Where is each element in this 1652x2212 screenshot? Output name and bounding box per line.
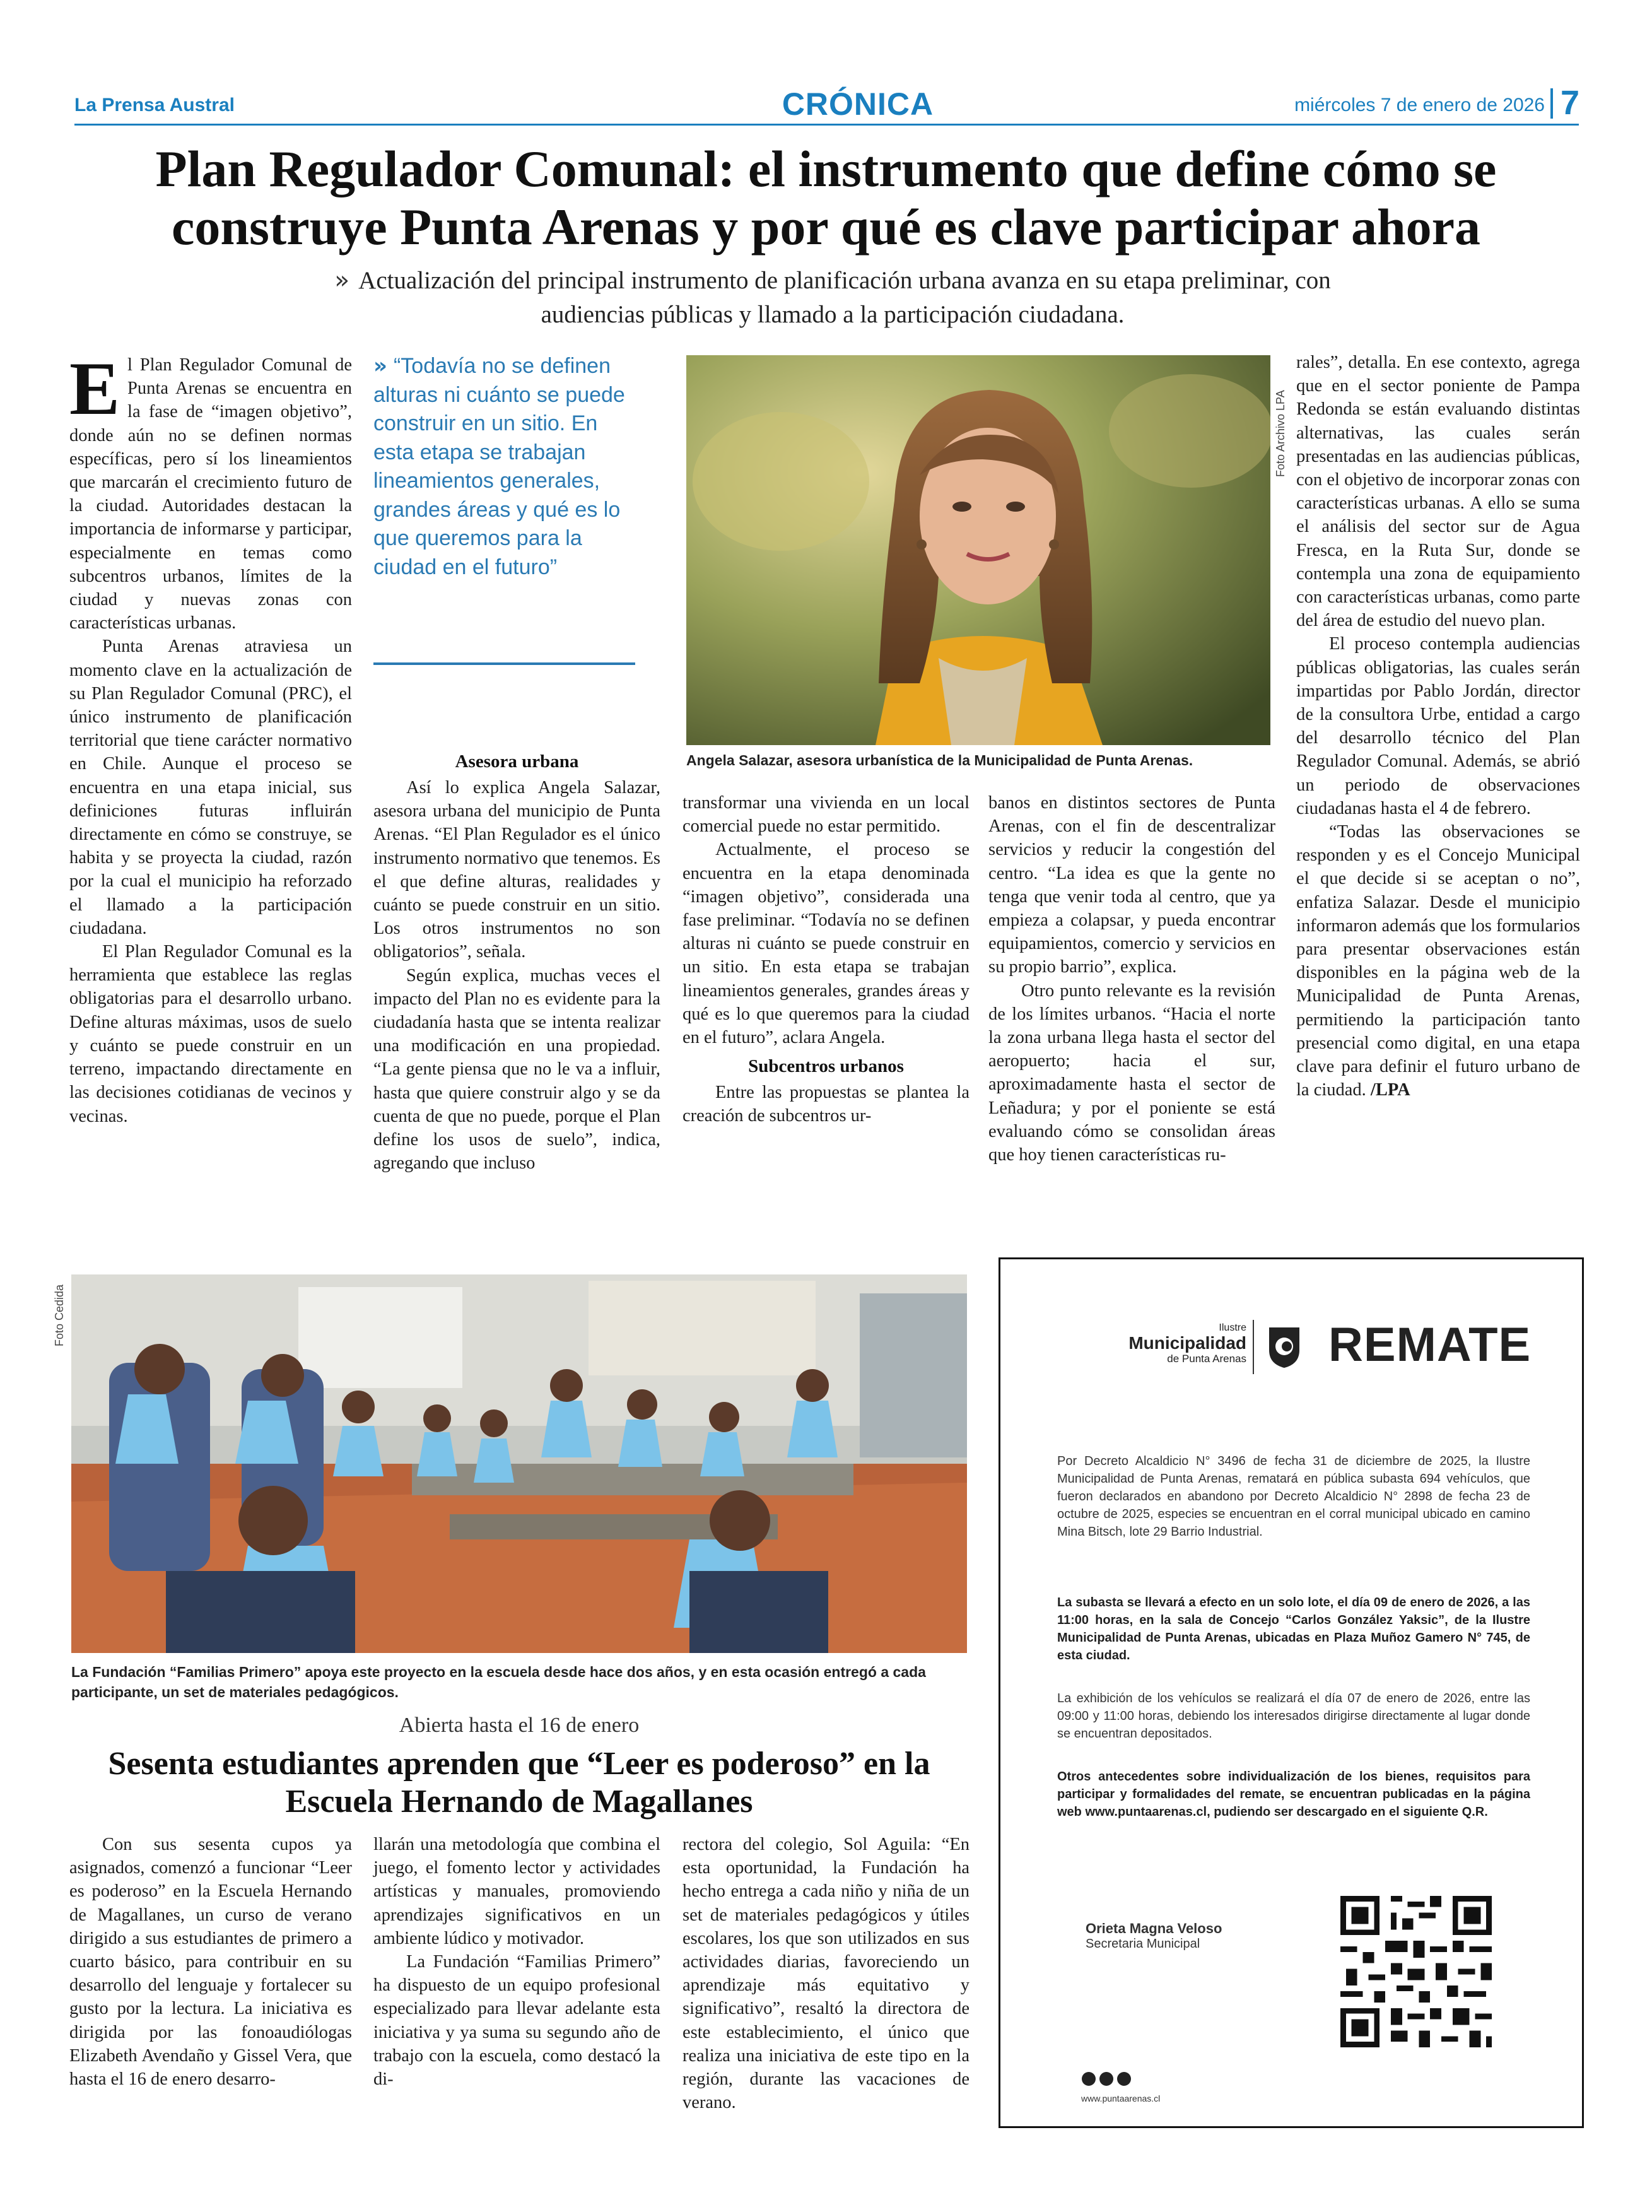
article-deck <box>328 264 1337 332</box>
portrait-photo <box>686 355 1270 745</box>
article-headline: Plan Regulador Comunal: el instrumento que define cómo se construye Punta Arenas y por qué es clave participar ahora <box>155 140 1497 256</box>
facebook-icon <box>1082 2072 1096 2086</box>
paragraph: Actualmente, el proceso se encuentra en la etapa denominada “imagen objetivo”, considerada una fase preliminar. “Todavía no se definen alturas ni cuánto se puede construir en un sitio. En esta etapa se trabajan lineamientos generales, grandes áreas y qué es lo que queremos para la ciudad en el futuro”, aclara Angela. <box>682 840 970 1048</box>
photo-caption: Angela Salazar, asesora urbanística de la Municipalidad de Punta Arenas. <box>686 752 1193 768</box>
paragraph: Así lo explica Angela Salazar, asesora urbana del municipio de Punta Arenas. “El Plan Regulador es el único instrumento normativo que tenemos. Es el que define alturas, realidades y cuánto se puede construir en un sitio. Los otros instrumentos no son obligatorios”, señala. <box>373 778 660 962</box>
article-headline: Sesenta estudiantes aprenden que “Leer es poderoso” en la Escuela Hernando de Magallanes <box>108 1746 930 1820</box>
chevron-right-icon: » <box>373 353 387 379</box>
header-rule <box>74 124 1579 126</box>
instagram-icon <box>1117 2072 1131 2086</box>
paragraph: Otro punto relevante es la revisión de los límites urbanos. “Hacia el norte la zona urbana llega hasta el sector del aeropuerto; hacia el sur, aproximadamente hasta el sector de Leñadura; y por el poniente se está evaluando cómo se consolidan áreas que hoy tienen características ru- <box>988 980 1275 1165</box>
logo-divider <box>1253 1320 1254 1374</box>
paragraph: Punta Arenas atraviesa un momento clave en la actualización de su Plan Regulador Comunal (PRC), el único instrumento de planificación territorial que tiene carácter normativo en Chile. Aunque el proceso se encuentra en una etapa inicial, sus definiciones futuras influirán directamente en cómo se construye, se habita y se proyecta la ciudad, razón por la cual el municipio ha reforzado el llamado a la participación ciudadana. <box>69 637 352 938</box>
article-column-1 <box>69 346 352 1128</box>
chevron-right-icon: » <box>334 266 350 295</box>
article-column-5 <box>1296 351 1580 1102</box>
paragraph: rectora del colegio, Sol Aguila: “En esta oportunidad, la Fundación ha hecho entrega a cada niño y niña de un set de materiales pedagógicos y útiles escolares, los que son utilizados en sus actividades diarias, favoreciendo un aprendizaje más equitativo y significativo”, resaltó la directora de este establecimiento, el único que realiza una iniciativa de este tipo en la región, durante las vacaciones de verano. <box>682 1835 970 2113</box>
page-number: 7 <box>1561 84 1580 122</box>
paragraph: Con sus sesenta cupos ya asignados, comenzó a funcionar “Leer es poderoso” en la Escuela Hernando de Magallanes, un curso de verano dirigido a sus estudiantes de primero a cuarto básico, para contribuir en su desarrollo del lenguaje y fortalecer su gusto por la lectura. La iniciativa es dirigida por las fonoaudiólogas Elizabeth Avendaño y Gissel Vera, que hasta el 16 de enero desarro- <box>69 1835 352 2090</box>
ad-title: REMATE <box>1328 1318 1532 1372</box>
drop-cap: E <box>69 346 120 430</box>
article2-column-2 <box>373 1833 660 2091</box>
paragraph: transformar una vivienda en un local comercial puede no estar permitido. <box>682 793 970 837</box>
article-column-4 <box>988 791 1275 1167</box>
social-icons <box>1081 2071 1132 2090</box>
municipality-logo <box>1057 1322 1246 1365</box>
signer-role: Secretaria Municipal <box>1086 1937 1200 1951</box>
section-label: CRÓNICA <box>782 86 934 122</box>
ad-paragraph: La exhibición de los vehículos se realizará el día 07 de enero de 2026, entre las 09:00 y 11:00 horas, debiendo los interesados dirigirse directamente al lugar donde se encuentran depositados. <box>1057 1691 1530 1741</box>
twitter-icon <box>1099 2072 1113 2086</box>
paragraph: El Plan Regulador Comunal es la herramienta que establece las reglas obligatorias para el desarrollo urbano. Define alturas máximas, usos de suelo y cuánto se puede construir en un terreno, impactando directamente en las decisiones cotidianas de vecinos y vecinas. <box>69 942 352 1126</box>
paragraph: banos en distintos sectores de Punta Arenas, con el fin de descentralizar servicios y reducir la congestión del centro. “La idea es que la gente no tenga que venir toda al centro, que ya empieza a colapsar, y pueda encontrar equipamientos, comercio y servicios en su propio barrio”, explica. <box>988 793 1275 977</box>
page-number-divider <box>1550 88 1553 119</box>
remate-advertisement <box>999 1257 1584 2128</box>
article2-column-1 <box>69 1833 352 2091</box>
paragraph: Entre las propuestas se plantea la creación de subcentros ur- <box>682 1083 970 1126</box>
logo-small-text: Ilustre <box>1219 1322 1246 1333</box>
article-column-2 <box>373 744 660 1175</box>
ad-paragraph: Por Decreto Alcaldicio N° 3496 de fecha 31 de diciembre de 2025, la Ilustre Municipalidad de Punta Arenas, rematará en pública subasta 694 vehículos, que fueron declarados en abandono por Decreto Alcaldicio N° 2898 de fecha 23 de octubre de 2025, especies se encuentran en el corral municipal ubicado en camino Mina Bitsch, lote 29 Barrio Industrial. <box>1057 1454 1530 1539</box>
photo-credit: Foto Archivo LPA <box>1274 390 1287 477</box>
pull-quote-text: “Todavía no se definen alturas ni cuánto se puede construir en un sitio. En esta etapa se trabajan lineamientos generales, grandes áreas y qué es lo que queremos para la ciudad en el futuro” <box>373 354 625 579</box>
ad-paragraph: Otros antecedentes sobre individualización de los bienes, requisitos para participar y formalidades del remate, se encuentran publicadas en la página web www.puntaarenas.cl, pudiendo ser descargado en el siguiente Q.R. <box>1057 1770 1530 1819</box>
subheading: Subcentros urbanos <box>748 1056 904 1077</box>
photo-credit: Foto Cedida <box>53 1284 66 1346</box>
classroom-photo <box>71 1274 967 1653</box>
article-column-3 <box>682 791 970 1128</box>
paragraph: l Plan Regulador Comunal de Punta Arenas se encuentra en la fase de “imagen objetivo”, donde aún no se definen normas específicas, pero sí los lineamientos que marcarán el crecimiento futuro de la ciudad. Autoridades destacan la importancia de informarse y participar, especialmente en temas como subcentros urbanos, límites de la ciudad y nuevas zonas con características urbanas. <box>69 355 352 633</box>
signature-block <box>1086 1921 1222 1951</box>
paragraph: llarán una metodología que combina el juego, el fomento lector y actividades artísticas y manuales, promoviendo aprendizajes significativos en un ambiente lúdico y motivador. <box>373 1835 660 1948</box>
article-kicker: Abierta hasta el 16 de enero <box>399 1714 640 1737</box>
paragraph: El proceso contempla audiencias públicas obligatorias, las cuales serán impartidas por Pablo Jordán, director de la consultora Urbe, entidad a cargo del desarrollo técnico del Plan Regulador Comunal. Además, se abrió un periodo de observaciones ciudadanas hasta el 4 de febrero. <box>1296 634 1580 818</box>
logo-place: de Punta Arenas <box>1167 1353 1246 1365</box>
pull-quote-rule <box>373 662 635 665</box>
paragraph: Según explica, muchas veces el impacto del Plan no es evidente para la ciudadanía hasta que se intenta realizar una modificación en una propiedad. “La gente piensa que no le va a influir, hasta que quiere construir algo y se da cuenta de que no puede, porque el Plan define los usos de suelo”, indica, agregando que incluso <box>373 965 660 1174</box>
deck-text: Actualización del principal instrumento de planificación urbana avanza en su etapa preliminar, con audiencias públicas y llamado a la participación ciudadana. <box>358 267 1331 328</box>
paragraph-text: “Todas las observaciones se responden y es el Concejo Municipal el que decide si se aceptan o no”, enfatiza Salazar. Desde el municipio informaron además que los formularios para presentar observaciones están disponibles en la página web de la Municipalidad de Punta Arenas, permitiendo la participación tanto presencial como digital, en una etapa clave para definir el futuro urbano de la ciudad. <box>1296 822 1580 1100</box>
paragraph: rales”, detalla. En ese contexto, agrega que en el sector poniente de Pampa Redonda se están evaluando distintas alternativas, las cuales serán presentadas en las audiencias públicas, con el objetivo de incorporar zonas con características urbanas. A ello se suma el análisis del sector sur de Agua Fresca, en la Ruta Sur, donde se contempla una zona de equipamiento con características urbanas, como parte del área de estudio del nuevo plan. <box>1296 353 1580 631</box>
signer-name: Orieta Magna Veloso <box>1086 1921 1222 1936</box>
pull-quote <box>373 352 638 582</box>
masthead: La Prensa Austral <box>74 95 235 115</box>
paragraph: La Fundación “Familias Primero” ha dispuesto de un equipo profesional especializado para llevar adelante esta iniciativa y ya suma su segundo año de trabajo con la escuela, como destacó la di- <box>373 1952 660 2090</box>
qr-code-icon <box>1335 1890 1497 2053</box>
logo-name: Municipalidad <box>1128 1333 1246 1353</box>
paragraph <box>1296 820 1580 1102</box>
article2-column-3 <box>682 1833 970 2114</box>
issue-date: miércoles 7 de enero de 2026 <box>1294 95 1545 115</box>
photo-caption: La Fundación “Familias Primero” apoya este proyecto en la escuela desde hace dos años, y en esta ocasión entregó a cada participante, un set de materiales pedagógicos. <box>71 1664 926 1700</box>
subheading: Asesora urbana <box>455 751 579 772</box>
municipal-emblem-icon <box>1264 1325 1304 1369</box>
signoff: /LPA <box>1370 1080 1410 1100</box>
ad-website: www.puntaarenas.cl <box>1081 2093 1161 2103</box>
ad-paragraph: La subasta se llevará a efecto en un solo lote, el día 09 de enero de 2026, a las 11:00 horas, en la sala de Concejo “Carlos González Yaksic”, de la Ilustre Municipalidad de Punta Arenas, ubicadas en Plaza Muñoz Gamero N° 745, de esta ciudad. <box>1057 1596 1530 1662</box>
